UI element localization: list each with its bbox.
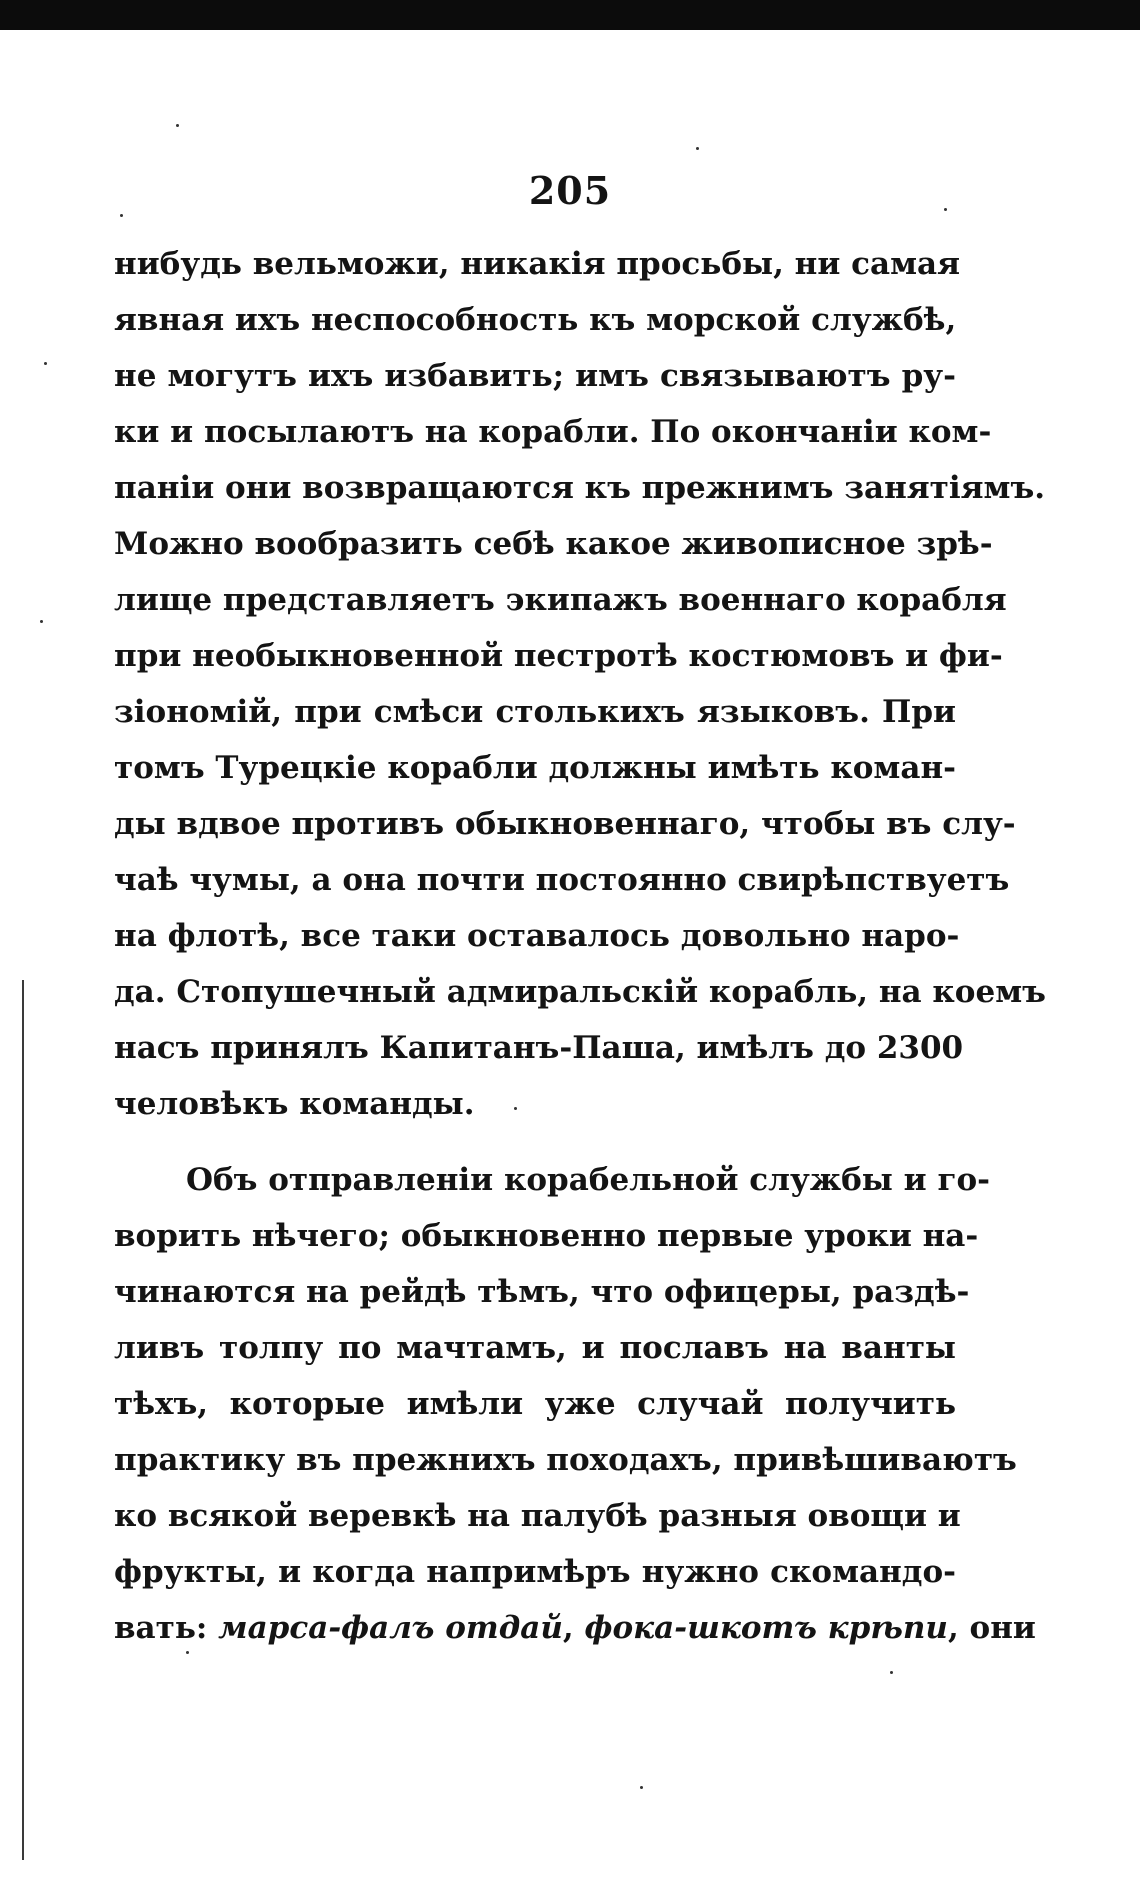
text-line: Можно вообразить себѣ какое живописное зрѣ-: [114, 526, 993, 562]
text-line: тѣхъ, которые имѣли уже случай получить: [114, 1386, 956, 1422]
text-line: явная ихъ неспособность къ морской службѣ,: [114, 302, 957, 338]
text-line: ворить нѣчего; обыкновенно первые уроки на-: [114, 1218, 979, 1254]
paragraph-1: [114, 236, 1046, 1132]
page-body: [114, 236, 1046, 1656]
text-line: паніи они возвращаются къ прежнимъ занятіямъ.: [114, 470, 1046, 506]
text-line: Объ отправленіи корабельной службы и го-: [186, 1162, 990, 1198]
scan-speck: [120, 214, 123, 217]
scan-speck: [640, 1786, 643, 1789]
text-line: человѣкъ команды.: [114, 1086, 475, 1122]
text-line: ливъ толпу по мачтамъ, и пославъ на ванты: [114, 1330, 956, 1366]
text-line: нибудь вельможи, никакія просьбы, ни самая: [114, 246, 961, 282]
text-line-mixed: [114, 1600, 1036, 1656]
scan-speck: [176, 124, 179, 127]
text-line: да. Стопушечный адмиральскій корабль, на коемъ: [114, 974, 1046, 1010]
text-line: на флотѣ, все таки оставалось довольно наро-: [114, 918, 960, 954]
paragraph-gap: [114, 1132, 956, 1152]
text-line: не могутъ ихъ избавить; имъ связываютъ ру-: [114, 358, 956, 394]
top-scan-border: [0, 0, 1140, 30]
line-end: , они: [947, 1610, 1036, 1646]
italic-command-1: марса-фалъ отдай: [218, 1610, 563, 1646]
italic-command-2: фока-шкотъ крѣпи: [584, 1610, 948, 1646]
line-start: вать:: [114, 1610, 219, 1646]
text-line: насъ принялъ Капитанъ-Паша, имѣлъ до 2300: [114, 1030, 964, 1066]
line-mid: ,: [562, 1610, 585, 1646]
scan-speck: [696, 147, 699, 150]
text-line: зіономій, при смѣси столькихъ языковъ. При: [114, 694, 956, 730]
text-line: фрукты, и когда напримѣръ нужно скомандо-: [114, 1554, 956, 1590]
paragraph-2: [114, 1152, 1036, 1656]
text-line: ко всякой веревкѣ на палубѣ разныя овощи и: [114, 1498, 961, 1534]
text-line: чаѣ чумы, а она почти постоянно свирѣпствуетъ: [114, 862, 1010, 898]
text-line: чинаются на рейдѣ тѣмъ, что офицеры, раздѣ-: [114, 1274, 970, 1310]
scan-speck: [44, 362, 47, 365]
scan-speck: [890, 1671, 893, 1674]
text-line: практику въ прежнихъ походахъ, привѣшиваютъ: [114, 1442, 1017, 1478]
scan-speck: [40, 620, 43, 623]
text-line: ки и посылаютъ на корабли. По окончаніи ком-: [114, 414, 992, 450]
text-line: при необыкновенной пестротѣ костюмовъ и фи-: [114, 638, 1003, 674]
page-number: 205: [528, 168, 612, 213]
text-line: ды вдвое противъ обыкновеннаго, чтобы въ слу-: [114, 806, 1016, 842]
text-line: лище представляетъ экипажъ военнаго корабля: [114, 582, 1007, 618]
text-line: томъ Турецкіе корабли должны имѣть коман-: [114, 750, 956, 786]
left-margin-rule: [22, 980, 24, 1860]
